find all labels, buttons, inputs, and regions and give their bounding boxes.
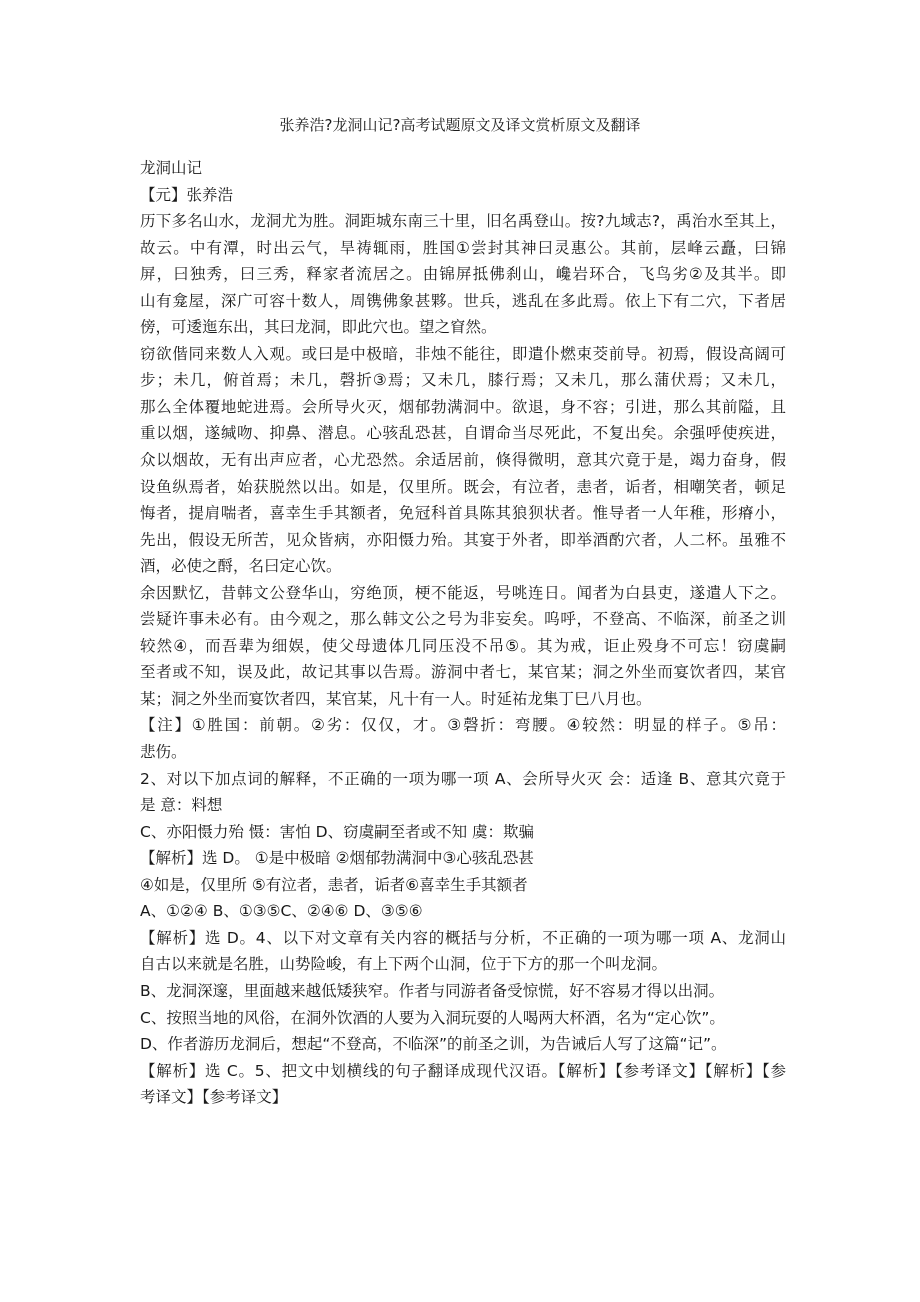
page-title: 张养浩?龙洞山记?高考试题原文及译文赏析原文及翻译 <box>279 116 641 134</box>
text-line: 先出，假设无所苦，见众皆病，亦阳慑力殆。其宴于外者，即举酒酌穴者，人二杯。虽雅不 <box>140 530 786 549</box>
text-line: 考译文】【参考译文】 <box>140 1088 288 1107</box>
text-line: 悲伤。 <box>140 743 187 762</box>
text-line: 重以烟，遂缄吻、抑鼻、潜息。心骇乱恐甚，自谓命当尽死此，不复出矣。余强呼使疾进， <box>140 424 786 443</box>
text-line: 历下多名山水，龙洞尤为胜。洞距城东南三十里，旧名禹登山。按?九域志?，禹治水至其上， <box>140 212 786 231</box>
text-line: 【注】①胜国：前朝。②劣：仅仅，才。③磬折：弯腰。④较然：明显的样子。⑤吊： <box>140 716 786 735</box>
text-line: ④如是，仅里所 ⑤有泣者，恚者，诟者⑥喜幸生手其额者 <box>140 875 528 894</box>
text-line: 【解析】选 C。5、把文中划横线的句子翻译成现代汉语。【解析】【参考译文】【解析】【参 <box>140 1061 786 1080</box>
text-line: C、亦阳慑力殆 慑：害怕 D、窃虞嗣至者或不知 虞：欺骗 <box>140 822 535 841</box>
text-line: 设鱼纵焉者，始获脱然以出。如是，仅里所。既会，有泣者，恚者，诟者，相嘲笑者，顿足 <box>140 477 786 496</box>
text-line: 余因默忆，昔韩文公登华山，穷绝顶，梗不能返，号咷连日。闻者为白县吏，遂遣人下之。 <box>140 583 786 602</box>
text-line: 某；洞之外坐而宴饮者四，某官某，凡十有一人。时延祐龙集丁巳八月也。 <box>140 689 652 708</box>
text-line: 窃欲偕同来数人入观。或曰是中极暗，非烛不能往，即遣仆燃束茭前导。初焉，假设高阔可 <box>140 344 786 363</box>
text-line: 屏，曰独秀，曰三秀，释家者流居之。由锦屏抵佛刹山，巉岩环合，飞鸟劣②及其半。即 <box>140 265 786 284</box>
text-line: 龙洞山记 <box>140 159 203 177</box>
text-line: 2、对以下加点词的解释，不正确的一项为哪一项 A、会所导火灭 会：适逢 B、意其穴竟于 <box>140 769 786 788</box>
text-line: 悔者，提肩喘者，喜幸生手其额者，免冠科首具陈其狼狈状者。惟导者一人年稚，形瘠小， <box>140 504 786 523</box>
text-line: 【元】张养浩 <box>140 185 234 204</box>
text-line: 自古以来就是名胜，山势险峻，有上下两个山洞，位于下方的那一个叫龙洞。 <box>140 955 668 974</box>
text-line: 尝疑许事未必有。由今观之，那么韩文公之号为非妄矣。呜呼，不登高、不临深，前圣之训 <box>140 610 786 629</box>
text-line: D、作者游历龙洞后，想起“不登高，不临深”的前圣之训，为告诫后人写了这篇“记”。 <box>140 1035 727 1054</box>
text-line: 酒，必使之酹，名曰定心饮。 <box>140 557 342 576</box>
text-line: 较然④，而吾辈为细娱，使父母遗体几同压没不吊⑤。其为戒，讵止殁身不可忘！窃虞嗣 <box>140 636 786 655</box>
text-line: 故云。中有潭，时出云气，旱祷辄雨，胜国①尝封其神曰灵惠公。其前，层峰云矗，曰锦 <box>140 238 786 257</box>
text-line: A、①②④ B、①③⑤C、②④⑥ D、③⑤⑥ <box>140 902 423 921</box>
text-line: 【解析】选 D。4、以下对文章有关内容的概括与分析，不正确的一项为哪一项 A、龙洞山 <box>140 928 786 947</box>
text-line: 山有龛屋，深广可容十数人，周镌佛象甚夥。世兵，逃乱在多此焉。依上下有二穴，下者居 <box>140 291 786 310</box>
text-line: 至者或不知，误及此，故记其事以告焉。游洞中者七，某官某；洞之外坐而宴饮者四，某官 <box>140 663 786 682</box>
text-line: C、按照当地的风俗，在洞外饮酒的人要为入洞玩耍的人喝两大杯酒，名为“定心饮”。 <box>140 1008 725 1027</box>
text-line: 众以烟故，无有出声应者，心尤恐然。余适居前，倏得微明，意其穴竟于是，竭力奋身，假 <box>140 451 786 470</box>
text-line: 是 意：料想 <box>140 796 223 815</box>
document-body <box>140 155 786 1111</box>
text-line: 那么全体覆地蛇进焉。会所导火灭，烟郁勃满洞中。欲退，身不容；引进，那么其前隘，且 <box>140 397 786 416</box>
text-line: 步；未几，俯首焉；未几，磬折③焉；又未几，膝行焉；又未几，那么蒲伏焉；又未几， <box>140 371 786 390</box>
text-line: 傍，可逶迤东出，其曰龙洞，即此穴也。望之窅然。 <box>140 318 497 337</box>
text-line: B、龙洞深邃，里面越来越低矮狭窄。作者与同游者备受惊慌，好不容易才得以出洞。 <box>140 981 725 1000</box>
text-line: 【解析】选 D。 ①是中极暗 ②烟郁勃满洞中③心骇乱恐甚 <box>140 849 534 868</box>
